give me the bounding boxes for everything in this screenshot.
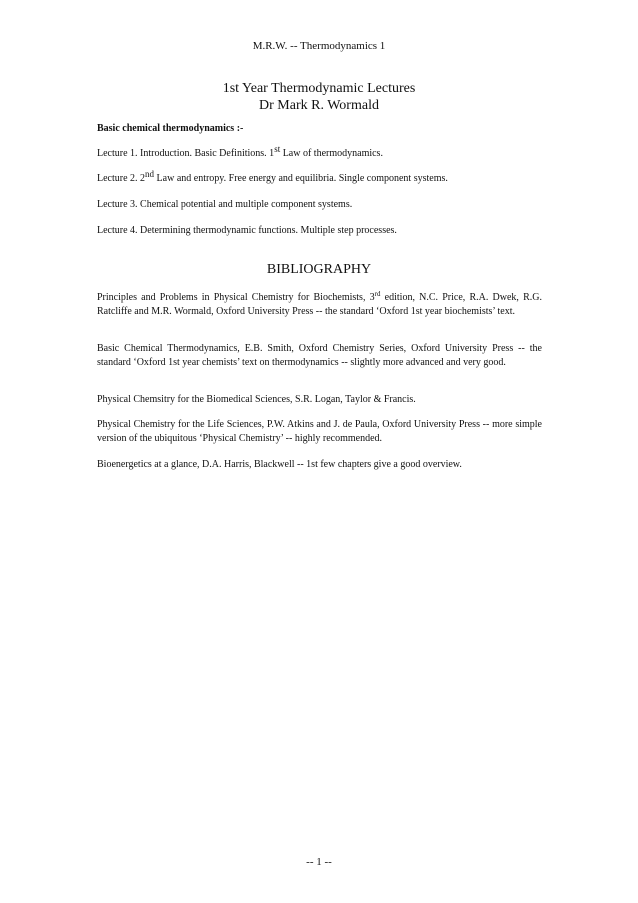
- document-title: 1st Year Thermodynamic Lectures: [222, 81, 416, 96]
- lecture-item-3: Lecture 3. Chemical potential and multiple component systems.: [97, 199, 353, 210]
- title-block: [0, 80, 638, 114]
- bibliography-entry-2: Basic Chemical Thermodynamics, E.B. Smith, Oxford Chemistry Series, Oxford University Press -- the standard ‘Oxford 1st year chemists’ text on thermodynamics -- slightly more advanced and very good.: [97, 343, 542, 368]
- bibliography-entry-4: Physical Chemistry for the Life Sciences, P.W. Atkins and J. de Paula, Oxford University Press -- more simple version of the ubiquitous ‘Physical Chemistry’ -- highly recommended.: [97, 419, 542, 444]
- bibliography-entry-5: Bioenergetics at a glance, D.A. Harris, Blackwell -- 1st few chapters give a good overview.: [97, 459, 462, 470]
- bibliography-heading: BIBLIOGRAPHY: [266, 262, 372, 277]
- page-number-footer: -- 1 --: [306, 856, 332, 868]
- bibliography-entry-3: Physical Chemsitry for the Biomedical Sciences, S.R. Logan, Taylor & Francis.: [97, 394, 416, 405]
- lecture-item-2: Lecture 2. 2nd Law and entropy. Free energy and equilibria. Single component systems.: [97, 169, 448, 184]
- lecture-item-1: Lecture 1. Introduction. Basic Definitions. 1st Law of thermodynamics.: [97, 144, 383, 159]
- running-head: M.R.W. -- Thermodynamics 1: [252, 40, 386, 52]
- section-heading: Basic chemical thermodynamics :-: [97, 123, 244, 134]
- document-author: Dr Mark R. Wormald: [259, 98, 379, 113]
- bibliography-entry-1: Principles and Problems in Physical Chemistry for Biochemists, 3rd edition, N.C. Price, R.A. Dwek, R.G. Ratcliffe and M.R. Wormald, Oxford University Press -- the standard ‘Oxford 1st year biochemists’ text.: [97, 290, 542, 317]
- lecture-item-4: Lecture 4. Determining thermodynamic functions. Multiple step processes.: [97, 225, 397, 236]
